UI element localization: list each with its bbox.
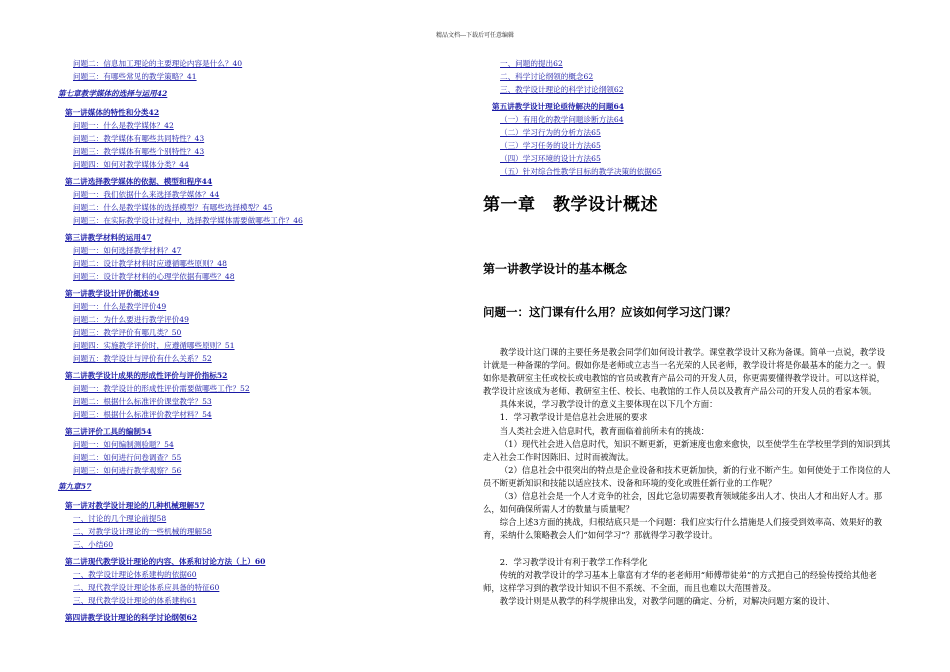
left-toc-entry (73, 383, 250, 395)
toc-link[interactable]: 一、问题的提出62 (500, 59, 563, 68)
left-toc-entry (73, 271, 235, 283)
left-toc-entry (65, 176, 212, 188)
right-toc-entry (500, 166, 662, 178)
toc-link[interactable]: 问题一：什么是教学媒体？42 (73, 121, 174, 130)
toc-link[interactable]: 第九章57 (58, 482, 92, 491)
right-toc-entry (500, 127, 601, 139)
toc-link[interactable]: 问题四：如何对教学媒体分类？44 (73, 160, 189, 169)
left-toc-entry (73, 465, 181, 477)
left-toc-entry (73, 569, 197, 581)
toc-link[interactable]: （五）针对综合性教学目标的教学决策的依据65 (500, 167, 662, 176)
toc-link[interactable]: 第二讲选择教学媒体的依据、模型和程序44 (65, 177, 213, 186)
right-toc-entry (500, 153, 601, 165)
paragraph: 教学设计这门课的主要任务是教会同学们如何设计教学。课堂教学设计又称为备课。简单一点说，教学设计就是一种备课的学问。假如你是老师或立志当一名光荣的人民老师，教学设计将是你最基本的能力之一。假如你是教研室主任或校长或电教馆的官员或教育产品公司的开发人员，你更需要懂得教学设计。可以这样说，教学设计应该成为老师、教研室主任、校长、电教馆的工作人员以及教育产品公司的开发人员的看家本领。 (483, 347, 886, 397)
right-toc-entry (500, 84, 624, 96)
left-toc-entry (73, 245, 181, 257)
toc-link[interactable]: 问题二：为什么要进行教学评价49 (73, 315, 189, 324)
toc-link[interactable]: 第七章教学媒体的选择与运用42 (58, 89, 168, 98)
paragraph: 具体来说，学习教学设计的意义主要体现在以下几个方面： (499, 399, 718, 410)
toc-link[interactable]: 问题一：教学设计的形成性评价需要做哪些工作？52 (73, 384, 250, 393)
paragraph: 传统的对教学设计的学习基本上靠富有才华的老老师用“师傅带徒弟”的方式把自己的经验传授给其他老师，这样学习到的教学设计知识不但不系统、不全面，而且也难以大范围普及。 (483, 570, 877, 594)
left-toc-entry (73, 314, 189, 326)
left-toc-entry (73, 595, 197, 607)
toc-link[interactable]: 三、小结60 (73, 540, 114, 549)
paragraph: 教学设计则是从教学的科学规律出发，对教学问题的确定、分析，对解决问题方案的设计、 (499, 596, 835, 607)
left-toc-entry (73, 526, 212, 538)
toc-link[interactable]: （一）有用化的教学问题诊断方法64 (500, 115, 624, 124)
page-header: 精品文档---下载后可任意编辑 (435, 32, 515, 39)
toc-link[interactable]: 问题二：什么是教学媒体的选择模型？有哪些选择模型？45 (73, 203, 273, 212)
left-toc-entry (73, 133, 204, 145)
right-toc-entry (500, 140, 601, 152)
right-toc-entry (492, 101, 624, 113)
left-toc-entry (73, 539, 113, 551)
toc-link[interactable]: 问题三：教学评价有哪几类？50 (73, 328, 182, 337)
toc-link[interactable]: 第三讲教学材料的运用47 (65, 233, 152, 242)
left-toc-entry (65, 500, 205, 512)
toc-link[interactable]: 问题三：根据什么标准评价教学材料？54 (73, 410, 212, 419)
toc-link[interactable]: 问题五：教学设计与评价有什么关系？52 (73, 354, 212, 363)
right-toc-entry (500, 71, 593, 83)
paragraph: （2）信息社会中很突出的特点是企业设备和技术更新加快，新的行业不断产生。如何使处于工作岗位的人员不断更新知识和技能以适应技术、设备和环境的变化或胜任新行业的工作呢？ (483, 464, 891, 488)
left-toc-entry (73, 327, 181, 339)
left-toc-entry (73, 146, 204, 158)
paragraph: 2．学习教学设计有利于教学工作科学化 (499, 557, 648, 567)
right-toc-entry (500, 58, 563, 70)
paragraph: （1）现代社会进入信息时代，知识不断更新，更新速度也愈来愈快，以至使学生在学校里学到的知识到其走入社会工作时因陈旧、过时而被淘汰。 (483, 438, 891, 462)
toc-link[interactable]: 问题三：设计教学材料的心理学依据有哪些？48 (73, 272, 235, 281)
left-toc-entry (73, 340, 235, 352)
left-toc-entry (73, 301, 166, 313)
toc-link[interactable]: 问题三：在实际教学设计过程中，选择教学媒体需要做哪些工作？46 (73, 216, 303, 225)
paragraph: 综合上述3方面的挑战，归根结底只是一个问题：我们应实行什么措施是人们接受到效率高、效果好的教育，采纳什么策略教会人们“如何学习”？那就得学习教学设计。 (483, 517, 882, 541)
left-toc-entry (73, 439, 174, 451)
toc-link[interactable]: 问题一：如何选择教学材料？47 (73, 246, 182, 255)
toc-link[interactable]: 问题四：实施教学评价时，应遵循哪些原则？51 (73, 341, 235, 350)
left-toc-entry (73, 71, 197, 83)
toc-link[interactable]: 第一讲对教学设计理论的几种机械理解57 (65, 501, 205, 510)
left-toc-entry (73, 582, 219, 594)
left-toc-entry (65, 107, 159, 119)
paragraph: 当人类社会进入信息时代，教育面临着前所未有的挑战： (499, 425, 710, 436)
paragraph: （3）信息社会是一个人才竞争的社会，因此它急切需要教育领域能多出人才、快出人才和出好人才。那么，如何确保所需人才的数量与质量呢？ (483, 491, 882, 515)
toc-link[interactable]: （四）学习环境的设计方法65 (500, 154, 601, 163)
question-title: 问题一：这门课有什么用？应该如何学习这门课？ (483, 305, 736, 319)
left-toc-entry (73, 258, 227, 270)
toc-link[interactable]: 问题二：根据什么标准评价课堂教学？53 (73, 397, 212, 406)
toc-link[interactable]: 第一讲教学设计评价概述49 (65, 289, 160, 298)
toc-link[interactable]: 第三讲评价工具的编制54 (65, 427, 152, 436)
left-toc-entry (65, 232, 152, 244)
left-toc-entry (65, 612, 197, 624)
toc-link[interactable]: （三）学习任务的设计方法65 (500, 141, 601, 150)
left-toc-entry (73, 58, 242, 70)
left-toc-entry (65, 426, 152, 438)
left-toc-entry (65, 370, 227, 382)
left-toc-entry (73, 215, 303, 227)
left-toc-entry (73, 396, 212, 408)
left-toc-entry (65, 288, 159, 300)
left-toc-entry (73, 452, 181, 464)
right-toc-entry (500, 114, 624, 126)
toc-link[interactable]: 二、对教学设计理论的一些机械的理解58 (73, 527, 212, 536)
toc-link[interactable]: 三、教学设计理论的科学讨论纲领62 (500, 85, 624, 94)
toc-link[interactable]: 问题二：信息加工理论的主要理论内容是什么？40 (73, 59, 243, 68)
left-toc-entry (58, 88, 167, 100)
toc-link[interactable]: 二、现代教学设计理论体系应具备的特征60 (73, 583, 220, 592)
left-toc-entry (73, 353, 212, 365)
body-block (483, 556, 893, 608)
toc-link[interactable]: 问题二：设计教学材料时应遵循哪些原则？48 (73, 259, 227, 268)
toc-link[interactable]: 问题三：教学媒体有哪些个别特性？43 (73, 147, 205, 156)
left-toc-entry (65, 556, 265, 568)
left-toc-entry (73, 189, 219, 201)
toc-link[interactable]: 问题二：教学媒体有哪些共同特性？43 (73, 134, 205, 143)
left-toc-entry (73, 159, 189, 171)
toc-link[interactable]: 问题一：我们依据什么来选择教学媒体？44 (73, 190, 220, 199)
left-toc-entry (58, 481, 91, 493)
body-block (483, 346, 893, 542)
chapter-title: 第一章 教学设计概述 (483, 195, 658, 215)
toc-link[interactable]: 二、科学讨论纲领的概念62 (500, 72, 594, 81)
toc-link[interactable]: 第一讲媒体的特性和分类42 (65, 108, 160, 117)
toc-link[interactable]: 第四讲教学设计理论的科学讨论纲领62 (65, 613, 198, 622)
toc-link[interactable]: 问题三：如何进行教学观察？56 (73, 466, 182, 475)
left-toc-entry (73, 120, 174, 132)
toc-link[interactable]: 问题二：如何进行问卷调查？55 (73, 453, 182, 462)
toc-link[interactable]: 问题一：如何编制测验题？54 (73, 440, 174, 449)
left-toc-entry (73, 409, 212, 421)
left-toc-entry (73, 202, 273, 214)
toc-link[interactable]: 三、现代教学设计理论的体系建构61 (73, 596, 197, 605)
toc-link[interactable]: （二）学习行为的分析方法65 (500, 128, 601, 137)
lecture-title: 第一讲教学设计的基本概念 (483, 262, 628, 276)
paragraph: 1．学习教学设计是信息社会进展的要求 (499, 412, 648, 423)
toc-link[interactable]: 第二讲现代教学设计理论的内容、体系和讨论方法（上）60 (65, 557, 266, 566)
toc-link[interactable]: 第五讲教学设计理论亟待解决的问题64 (492, 102, 625, 111)
toc-link[interactable]: 一、讨论的几个理论前提58 (73, 514, 167, 523)
toc-link[interactable]: 问题一：什么是教学评价49 (73, 302, 167, 311)
left-toc-entry (73, 513, 166, 525)
toc-link[interactable]: 一、教学设计理论体系建构的依据60 (73, 570, 197, 579)
toc-link[interactable]: 问题三：有哪些常见的教学策略？41 (73, 72, 197, 81)
toc-link[interactable]: 第二讲教学设计成果的形成性评价与评价指标52 (65, 371, 228, 380)
